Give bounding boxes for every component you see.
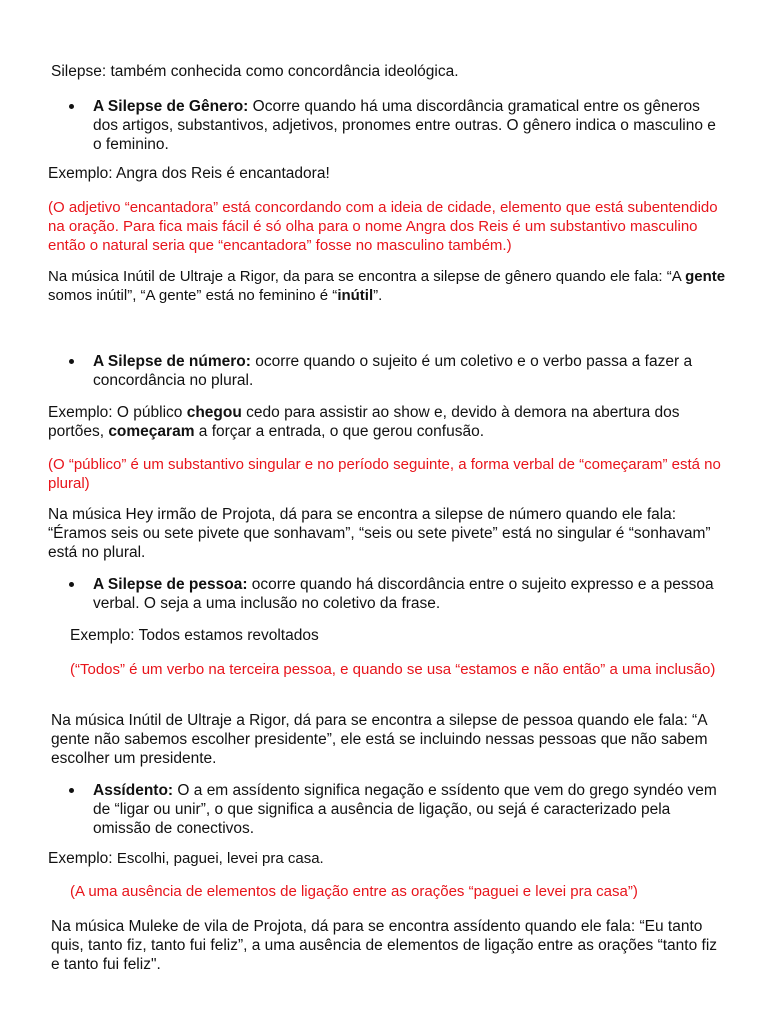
example-pessoa: Exemplo: Todos estamos revoltados bbox=[70, 627, 319, 644]
intro-line: Silepse: também conhecida como concordância ideológica. bbox=[51, 63, 459, 80]
definition-numero: ocorre quando o sujeito é um coletivo e o verbo passa a fazer a concordância no plural. bbox=[93, 353, 693, 389]
music-assidento: Na música Muleke de vila de Projota, dá para se encontra assídento quando ele fala: “Eu tanto quis, tanto fiz, tanto fui feliz”, a uma ausência de elementos de ligação entre as orações “tanto fiz e tanto fui feliz". bbox=[51, 918, 718, 973]
explanation-assidento: (A uma ausência de elementos de ligação entre as orações “paguei e levei pra casa”) bbox=[70, 883, 638, 900]
bullet-silepse-genero bbox=[93, 97, 728, 154]
bullet-silepse-pessoa bbox=[93, 575, 728, 613]
example-numero: Exemplo: O público chegou cedo para assistir ao show e, devido à demora na abertura dos portões, começaram a forçar a entrada, o que gerou confusão. bbox=[48, 404, 680, 440]
example-assidento: Exemplo: Escolhi, paguei, levei pra casa. bbox=[48, 850, 324, 867]
explanation-numero: (O “público” é um substantivo singular e no período seguinte, a forma verbal de “começaram” está no plural) bbox=[48, 456, 721, 492]
music-numero: Na música Hey irmão de Projota, dá para se encontra a silepse de número quando ele fala: “Éramos seis ou sete pivete que sonhavam”, “seis ou sete pivete” está no singular é “sonhavam” está no plural. bbox=[48, 506, 711, 561]
bullet-silepse-numero bbox=[93, 352, 728, 390]
term-numero: A Silepse de número: bbox=[93, 353, 251, 370]
music-pessoa: Na música Inútil de Ultraje a Rigor, dá para se encontra a silepse de pessoa quando ele fala: “A gente não sabemos escolher presidente”, ele está se incluindo nessas pessoas que não sabem escolher um presidente. bbox=[51, 712, 708, 767]
term-assidento: Assídento: bbox=[93, 782, 174, 799]
bullet-dot bbox=[69, 582, 74, 587]
definition-assidento: O a em assídento significa negação e ssídento que vem do grego syndéo vem de “ligar ou unir”, o que significa a ausência de ligação, ou sejá é caracterizado pela omissão de conectivos. bbox=[93, 782, 717, 837]
term-genero: A Silepse de Gênero: bbox=[93, 98, 249, 115]
definition-pessoa: ocorre quando há discordância entre o sujeito expresso e a pessoa verbal. O seja a uma inclusão no coletivo da frase. bbox=[93, 576, 714, 612]
example-genero: Exemplo: Angra dos Reis é encantadora! bbox=[48, 165, 330, 182]
explanation-genero: (O adjetivo “encantadora” está concordando com a ideia de cidade, elemento que está subentendido na oração. Para fica mais fácil é só olha para o nome Angra dos Reis é um substantivo masculino então o natural seria que “encantadora” fosse no masculino também.) bbox=[48, 199, 718, 254]
music-genero: Na música Inútil de Ultraje a Rigor, da para se encontra a silepse de gênero quando ele fala: “A gente somos inútil”, “A gente” está no feminino é “inútil”. bbox=[48, 268, 726, 304]
bullet-dot bbox=[69, 788, 74, 793]
definition-genero: Ocorre quando há uma discordância gramatical entre os gêneros dos artigos, substantivos, adjetivos, pronomes entre outras. O gênero indica o masculino e o feminino. bbox=[93, 98, 716, 153]
bullet-dot bbox=[69, 104, 74, 109]
bullet-assidento bbox=[93, 781, 728, 838]
bullet-dot bbox=[69, 359, 74, 364]
term-pessoa: A Silepse de pessoa: bbox=[93, 576, 248, 593]
explanation-pessoa: (“Todos” é um verbo na terceira pessoa, e quando se usa “estamos e não então” a uma inclusão) bbox=[70, 661, 716, 678]
